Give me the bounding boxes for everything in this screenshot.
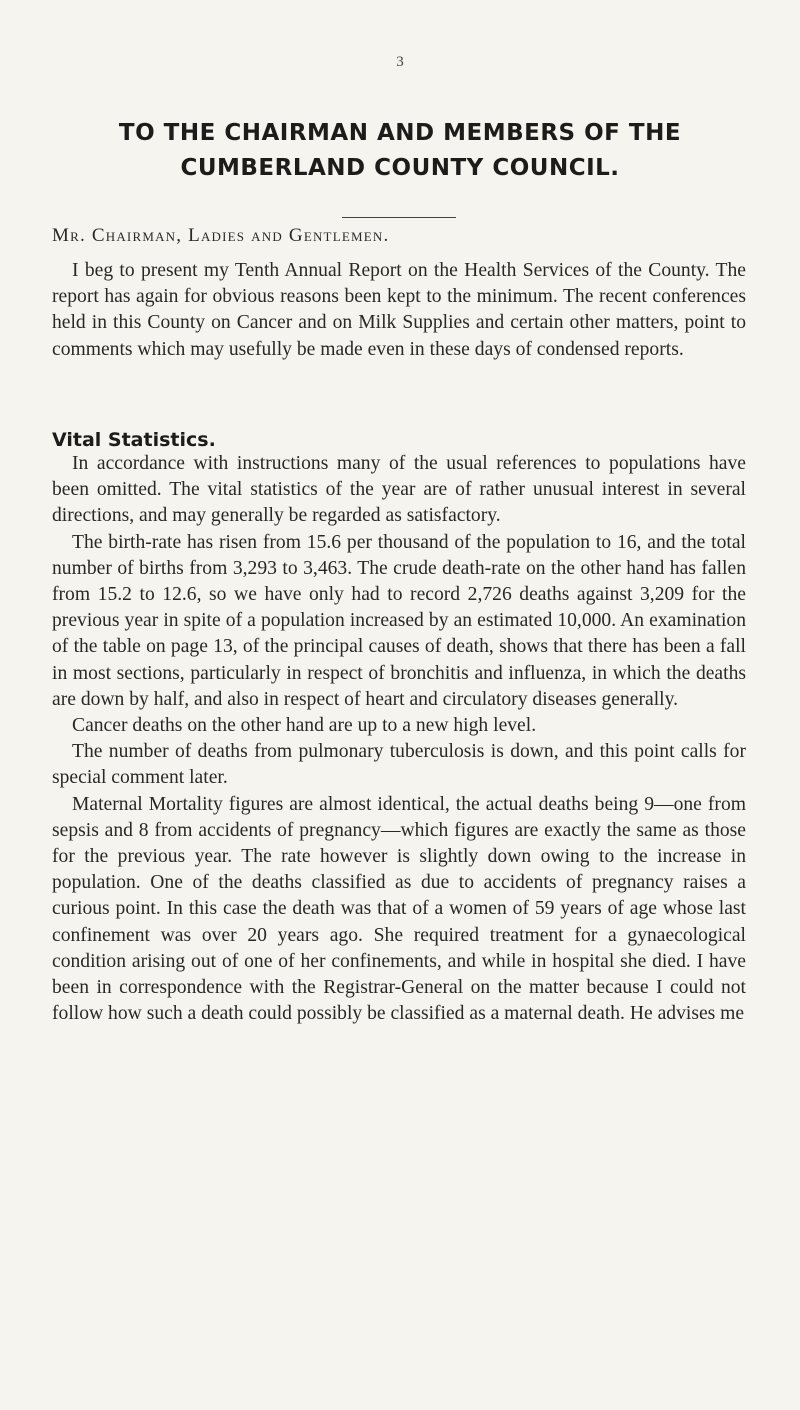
paragraph: The birth-rate has risen from 15.6 per thousand of the population to 16, and the total number of births from 3,293 to 3,463. The crude death-rate on the other hand has fallen from 15.2 to 12.6, so we have only had to record 2,726 deaths against 3,209 for the previous year in spite of a population increased by an estimated 10,000. An examination of the table on page 13, of the principal causes of death, shows that there has been a fall in most sections, particularly in respect of bronchitis and influenza, in which the deaths are down by half, and also in respect of heart and circulatory diseases generally. <box>52 531 746 710</box>
heading-line-1: TO THE CHAIRMAN AND MEMBERS OF THE <box>118 120 682 146</box>
page-number: 3 <box>396 54 404 70</box>
heading-divider <box>342 217 456 218</box>
intro-paragraph: I beg to present my Tenth Annual Report on the Health Services of the County. The report has again for obvious reasons been kept to the minimum. The recent conferences held in this County on Cancer and on Milk Supplies and certain other matters, point to comments which may usefully be made even in these days of condensed reports. <box>52 260 746 360</box>
intro-paragraph-block <box>52 258 746 363</box>
section-title: Vital Statistics. <box>52 429 216 451</box>
paragraph: Cancer deaths on the other hand are up to a new high level. <box>72 715 537 737</box>
paragraph: In accordance with instructions many of the usual references to populations have been omitted. The vital statistics of the year are of rather unusual interest in several directions, and may generally be regarded as satisfactory. <box>52 453 746 527</box>
heading-line-2: CUMBERLAND COUNTY COUNCIL. <box>180 155 620 181</box>
paragraph: The number of deaths from pulmonary tuberculosis is down, and this point calls for special comment later. <box>52 741 746 789</box>
paragraph: Maternal Mortality figures are almost identical, the actual deaths being 9—one from sepsis and 8 from accidents of pregnancy—which figures are exactly the same as those for the previous year. The rate however is slightly down owing to the increase in population. One of the deaths classified as due to accidents of pregnancy raises a curious point. In this case the death was that of a women of 59 years of age whose last confinement was over 20 years ago. She required treatment for a gynaecological condition arising out of one of her confinements, and while in hospital she died. I have been in correspondence with the Registrar-General on the matter because I could not follow how such a death could possibly be classified as a maternal death. He advises me <box>52 793 746 1025</box>
vital-statistics-block <box>52 451 746 1027</box>
salutation: Mr. Chairman, Ladies and Gentlemen. <box>52 225 390 246</box>
